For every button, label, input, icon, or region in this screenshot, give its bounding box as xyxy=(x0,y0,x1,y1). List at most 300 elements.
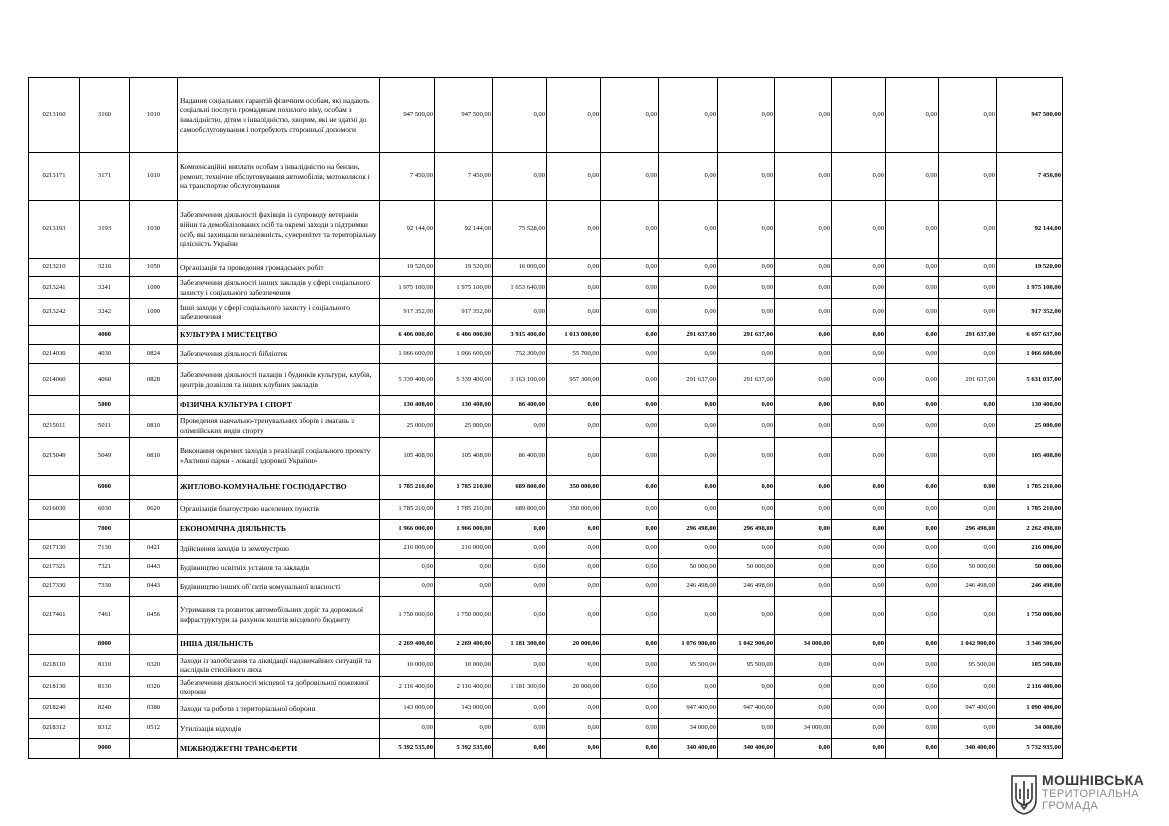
amount-cell: 1 066 600,00 xyxy=(435,345,493,364)
amount-cell: 7 450,00 xyxy=(380,153,435,201)
amount-cell: 0,00 xyxy=(886,719,939,739)
amount-cell: 291 637,00 xyxy=(939,326,997,345)
program-name-cell: Утримання та розвиток автомобільних доріг та дорожньої інфраструктури за рахунок коштів місцевого бюджету xyxy=(178,596,380,634)
table-row xyxy=(29,153,1063,201)
amount-cell: 0,00 xyxy=(775,475,832,499)
amount-cell: 0,00 xyxy=(939,201,997,259)
program-name-cell: Забезпечення діяльності місцевої та добровільної пожежної охорони xyxy=(178,676,380,698)
fkvk-code-cell: 0456 xyxy=(130,596,178,634)
fkvk-code-cell: 0421 xyxy=(130,539,178,558)
function-code-cell: 3160 xyxy=(80,78,130,153)
amount-cell: 291 637,00 xyxy=(718,364,775,396)
fkvk-code-cell: 0824 xyxy=(130,345,178,364)
total-amount-cell: 92 144,00 xyxy=(997,201,1063,259)
amount-cell: 50 000,00 xyxy=(939,558,997,577)
amount-cell: 1 042 900,00 xyxy=(939,634,997,654)
amount-cell: 0,00 xyxy=(832,259,886,277)
fkvk-code-cell: 0810 xyxy=(130,415,178,437)
program-name-cell: Забезпечення діяльності палаців i будинків культури, клубів, центрів дозвілля та iнших клубних закладів xyxy=(178,364,380,396)
amount-cell: 296 498,00 xyxy=(659,519,718,539)
amount-cell: 1 181 300,00 xyxy=(493,676,547,698)
total-amount-cell: 917 352,00 xyxy=(997,299,1063,326)
fkvk-code-cell: 0443 xyxy=(130,558,178,577)
program-name-cell: Будівництво інших об`єктів комунальної власності xyxy=(178,577,380,596)
amount-cell: 0,00 xyxy=(659,475,718,499)
amount-cell: 0,00 xyxy=(601,259,659,277)
fkvk-code-cell: 1010 xyxy=(130,78,178,153)
amount-cell: 0,00 xyxy=(718,78,775,153)
amount-cell: 0,00 xyxy=(832,78,886,153)
fkvk-code-cell: 0810 xyxy=(130,437,178,475)
amount-cell: 0,00 xyxy=(886,699,939,719)
amount-cell: 0,00 xyxy=(832,415,886,437)
fkvk-code-cell: 0443 xyxy=(130,577,178,596)
table-row xyxy=(29,654,1063,676)
fkvk-code-cell: 1090 xyxy=(130,299,178,326)
amount-cell: 95 500,00 xyxy=(659,654,718,676)
amount-cell: 917 352,00 xyxy=(380,299,435,326)
fkvk-code-cell: 0380 xyxy=(130,699,178,719)
amount-cell: 291 637,00 xyxy=(659,326,718,345)
function-code-cell: 5000 xyxy=(80,396,130,415)
amount-cell: 0,00 xyxy=(493,415,547,437)
amount-cell: 216 000,00 xyxy=(380,539,435,558)
program-code-cell xyxy=(29,634,80,654)
program-name-cell: Здійснення заходів із землеустрою xyxy=(178,539,380,558)
amount-cell: 1 785 210,00 xyxy=(435,499,493,519)
amount-cell: 0,00 xyxy=(601,277,659,299)
function-code-cell: 3210 xyxy=(80,259,130,277)
amount-cell: 0,00 xyxy=(718,437,775,475)
amount-cell: 340 400,00 xyxy=(939,739,997,759)
amount-cell: 0,00 xyxy=(659,78,718,153)
amount-cell: 0,00 xyxy=(718,719,775,739)
program-name-cell: Організація благоустрою населених пунктів xyxy=(178,499,380,519)
table-row xyxy=(29,577,1063,596)
amount-cell: 1 066 600,00 xyxy=(380,345,435,364)
amount-cell: 0,00 xyxy=(832,299,886,326)
amount-cell: 947 400,00 xyxy=(718,699,775,719)
table-row xyxy=(29,699,1063,719)
amount-cell: 0,00 xyxy=(832,654,886,676)
amount-cell: 2 116 400,00 xyxy=(435,676,493,698)
total-amount-cell: 25 000,00 xyxy=(997,415,1063,437)
amount-cell: 0,00 xyxy=(659,153,718,201)
amount-cell: 86 400,00 xyxy=(493,396,547,415)
amount-cell: 0,00 xyxy=(832,201,886,259)
amount-cell: 2 269 400,00 xyxy=(380,634,435,654)
amount-cell: 0,00 xyxy=(493,519,547,539)
amount-cell: 0,00 xyxy=(832,519,886,539)
amount-cell: 0,00 xyxy=(380,719,435,739)
total-amount-cell: 7 450,00 xyxy=(997,153,1063,201)
amount-cell: 0,00 xyxy=(775,396,832,415)
amount-cell: 0,00 xyxy=(832,676,886,698)
amount-cell: 50 000,00 xyxy=(659,558,718,577)
amount-cell: 0,00 xyxy=(775,364,832,396)
total-amount-cell: 246 498,00 xyxy=(997,577,1063,596)
program-code-cell xyxy=(29,396,80,415)
amount-cell: 0,00 xyxy=(659,201,718,259)
amount-cell: 0,00 xyxy=(659,277,718,299)
amount-cell: 0,00 xyxy=(380,577,435,596)
fkvk-code-cell xyxy=(130,519,178,539)
fkvk-code-cell: 0320 xyxy=(130,676,178,698)
function-code-cell: 4000 xyxy=(80,326,130,345)
amount-cell: 0,00 xyxy=(659,539,718,558)
function-code-cell: 5049 xyxy=(80,437,130,475)
total-amount-cell: 216 000,00 xyxy=(997,539,1063,558)
amount-cell: 0,00 xyxy=(718,396,775,415)
amount-cell: 0,00 xyxy=(718,153,775,201)
amount-cell: 0,00 xyxy=(886,364,939,396)
table-row xyxy=(29,558,1063,577)
amount-cell: 1 975 100,00 xyxy=(435,277,493,299)
amount-cell: 0,00 xyxy=(659,415,718,437)
amount-cell: 0,00 xyxy=(601,415,659,437)
total-amount-cell: 1 090 400,00 xyxy=(997,699,1063,719)
program-code-cell: 0217330 xyxy=(29,577,80,596)
amount-cell: 50 000,00 xyxy=(718,558,775,577)
amount-cell: 0,00 xyxy=(775,539,832,558)
amount-cell: 0,00 xyxy=(775,739,832,759)
total-amount-cell: 1 975 100,00 xyxy=(997,277,1063,299)
amount-cell: 1 750 000,00 xyxy=(435,596,493,634)
amount-cell: 0,00 xyxy=(832,596,886,634)
amount-cell: 0,00 xyxy=(601,634,659,654)
amount-cell: 25 000,00 xyxy=(380,415,435,437)
amount-cell: 0,00 xyxy=(718,299,775,326)
amount-cell: 34 000,00 xyxy=(775,719,832,739)
amount-cell: 1 966 000,00 xyxy=(435,519,493,539)
table-group-row xyxy=(29,519,1063,539)
table-row xyxy=(29,415,1063,437)
total-amount-cell: 2 262 498,00 xyxy=(997,519,1063,539)
program-name-cell: Заходи та роботи з територіальної оборони xyxy=(178,699,380,719)
program-code-cell: 0214060 xyxy=(29,364,80,396)
amount-cell: 0,00 xyxy=(775,654,832,676)
table-row xyxy=(29,364,1063,396)
program-name-cell: Організація та проведення громадських робіт xyxy=(178,259,380,277)
amount-cell: 0,00 xyxy=(601,499,659,519)
amount-cell: 0,00 xyxy=(435,719,493,739)
amount-cell: 0,00 xyxy=(547,654,601,676)
amount-cell: 0,00 xyxy=(659,345,718,364)
amount-cell: 0,00 xyxy=(775,596,832,634)
amount-cell: 20 000,00 xyxy=(547,634,601,654)
amount-cell: 0,00 xyxy=(493,577,547,596)
amount-cell: 291 637,00 xyxy=(939,364,997,396)
amount-cell: 130 408,00 xyxy=(435,396,493,415)
amount-cell: 143 000,00 xyxy=(435,699,493,719)
amount-cell: 0,00 xyxy=(547,596,601,634)
community-logo xyxy=(1010,773,1150,819)
total-amount-cell: 50 000,00 xyxy=(997,558,1063,577)
amount-cell: 0,00 xyxy=(775,345,832,364)
amount-cell: 1 966 000,00 xyxy=(380,519,435,539)
amount-cell: 0,00 xyxy=(601,577,659,596)
amount-cell: 0,00 xyxy=(886,739,939,759)
function-code-cell: 3171 xyxy=(80,153,130,201)
program-name-cell: ІНША ДІЯЛЬНІСТЬ xyxy=(178,634,380,654)
function-code-cell: 8312 xyxy=(80,719,130,739)
program-name-cell: Надання соціальних гарантій фізичним особам, які надають соціальні послуги громадянам похилого віку, особам з інвалідністю, дітям з інвалідністю, хворим, які не здатні до самообслуговування і потребують сторонньої допомоги xyxy=(178,78,380,153)
budget-table-page xyxy=(28,77,1062,759)
program-code-cell xyxy=(29,519,80,539)
function-code-cell: 3242 xyxy=(80,299,130,326)
amount-cell: 0,00 xyxy=(939,299,997,326)
amount-cell: 2 269 400,00 xyxy=(435,634,493,654)
table-row xyxy=(29,201,1063,259)
amount-cell: 130 408,00 xyxy=(380,396,435,415)
program-code-cell: 0215049 xyxy=(29,437,80,475)
program-name-cell: Проведення навчально-тренувальних зборів і змагань з олімпійських видів спорту xyxy=(178,415,380,437)
total-amount-cell: 5 732 935,00 xyxy=(997,739,1063,759)
program-name-cell: КУЛЬТУРА І МИСТЕЦТВО xyxy=(178,326,380,345)
amount-cell: 947 500,00 xyxy=(380,78,435,153)
amount-cell: 1 785 210,00 xyxy=(435,475,493,499)
amount-cell: 957 300,00 xyxy=(547,364,601,396)
total-amount-cell: 6 697 637,00 xyxy=(997,326,1063,345)
function-code-cell: 7330 xyxy=(80,577,130,596)
amount-cell: 0,00 xyxy=(939,719,997,739)
program-code-cell xyxy=(29,326,80,345)
program-name-cell: Забезпечення діяльності інших закладів у сфері соціального захисту і соціального забезпечення xyxy=(178,277,380,299)
amount-cell: 0,00 xyxy=(832,364,886,396)
amount-cell: 0,00 xyxy=(718,201,775,259)
program-code-cell: 0218240 xyxy=(29,699,80,719)
function-code-cell: 5011 xyxy=(80,415,130,437)
amount-cell: 0,00 xyxy=(886,259,939,277)
amount-cell: 0,00 xyxy=(435,577,493,596)
table-row xyxy=(29,676,1063,698)
table-row xyxy=(29,719,1063,739)
amount-cell: 0,00 xyxy=(775,499,832,519)
table-row xyxy=(29,259,1063,277)
amount-cell: 0,00 xyxy=(718,415,775,437)
amount-cell: 95 500,00 xyxy=(718,654,775,676)
table-row xyxy=(29,277,1063,299)
amount-cell: 0,00 xyxy=(775,699,832,719)
amount-cell: 350 000,00 xyxy=(547,499,601,519)
amount-cell: 291 637,00 xyxy=(659,364,718,396)
amount-cell: 0,00 xyxy=(886,299,939,326)
table-row xyxy=(29,596,1063,634)
amount-cell: 0,00 xyxy=(886,396,939,415)
trident-coat-of-arms-icon xyxy=(1010,775,1038,815)
fkvk-code-cell: 1010 xyxy=(130,153,178,201)
amount-cell: 216 000,00 xyxy=(435,539,493,558)
amount-cell: 296 498,00 xyxy=(718,519,775,539)
program-name-cell: Забезпечення діяльності фахівців із супроводу ветеранів війни та демобілізованих осіб та окремі заходи з підтримки осіб, які захищали незалежність, суверенітет та територіальну цілісність України xyxy=(178,201,380,259)
amount-cell: 340 400,00 xyxy=(718,739,775,759)
program-code-cell: 0213210 xyxy=(29,259,80,277)
amount-cell: 0,00 xyxy=(380,558,435,577)
amount-cell: 689 800,00 xyxy=(493,475,547,499)
program-name-cell: ФІЗИЧНА КУЛЬТУРА І СПОРТ xyxy=(178,396,380,415)
total-amount-cell: 1 785 210,00 xyxy=(997,475,1063,499)
amount-cell: 1 653 640,00 xyxy=(493,277,547,299)
amount-cell: 105 408,00 xyxy=(380,437,435,475)
amount-cell: 0,00 xyxy=(939,437,997,475)
amount-cell: 1 975 100,00 xyxy=(380,277,435,299)
amount-cell: 0,00 xyxy=(939,277,997,299)
function-code-cell: 7000 xyxy=(80,519,130,539)
function-code-cell: 4030 xyxy=(80,345,130,364)
amount-cell: 0,00 xyxy=(435,558,493,577)
amount-cell: 0,00 xyxy=(493,78,547,153)
function-code-cell: 8000 xyxy=(80,634,130,654)
program-code-cell: 0218312 xyxy=(29,719,80,739)
amount-cell: 917 352,00 xyxy=(435,299,493,326)
table-group-row xyxy=(29,739,1063,759)
amount-cell: 1 181 300,00 xyxy=(493,634,547,654)
amount-cell: 0,00 xyxy=(547,396,601,415)
amount-cell: 0,00 xyxy=(601,326,659,345)
program-name-cell: Заходи із запобігання та ліквідації надзвичайних ситуацій та наслідків стихійного лиха xyxy=(178,654,380,676)
amount-cell: 0,00 xyxy=(493,299,547,326)
amount-cell: 1 076 900,00 xyxy=(659,634,718,654)
total-amount-cell: 1 750 000,00 xyxy=(997,596,1063,634)
amount-cell: 0,00 xyxy=(886,153,939,201)
amount-cell: 0,00 xyxy=(718,596,775,634)
amount-cell: 0,00 xyxy=(886,596,939,634)
amount-cell: 246 498,00 xyxy=(659,577,718,596)
amount-cell: 34 000,00 xyxy=(775,634,832,654)
amount-cell: 0,00 xyxy=(547,719,601,739)
amount-cell: 291 637,00 xyxy=(718,326,775,345)
amount-cell: 947 500,00 xyxy=(435,78,493,153)
amount-cell: 0,00 xyxy=(939,475,997,499)
amount-cell: 0,00 xyxy=(547,558,601,577)
amount-cell: 0,00 xyxy=(832,719,886,739)
amount-cell: 0,00 xyxy=(547,299,601,326)
function-code-cell: 7130 xyxy=(80,539,130,558)
amount-cell: 92 144,00 xyxy=(380,201,435,259)
table-group-row xyxy=(29,326,1063,345)
program-code-cell: 0213193 xyxy=(29,201,80,259)
program-code-cell: 0213160 xyxy=(29,78,80,153)
amount-cell: 19 520,00 xyxy=(380,259,435,277)
total-amount-cell: 130 408,00 xyxy=(997,396,1063,415)
fkvk-code-cell: 0828 xyxy=(130,364,178,396)
program-code-cell: 0217461 xyxy=(29,596,80,634)
fkvk-code-cell xyxy=(130,326,178,345)
total-amount-cell: 19 520,00 xyxy=(997,259,1063,277)
amount-cell: 6 406 000,00 xyxy=(435,326,493,345)
amount-cell: 0,00 xyxy=(775,437,832,475)
program-code-cell xyxy=(29,475,80,499)
amount-cell: 0,00 xyxy=(601,364,659,396)
amount-cell: 0,00 xyxy=(659,499,718,519)
amount-cell: 0,00 xyxy=(832,634,886,654)
amount-cell: 1 785 210,00 xyxy=(380,499,435,519)
amount-cell: 0,00 xyxy=(601,739,659,759)
fkvk-code-cell xyxy=(130,396,178,415)
amount-cell: 0,00 xyxy=(547,739,601,759)
amount-cell: 0,00 xyxy=(547,259,601,277)
fkvk-code-cell xyxy=(130,739,178,759)
amount-cell: 0,00 xyxy=(775,577,832,596)
amount-cell: 0,00 xyxy=(939,596,997,634)
amount-cell: 0,00 xyxy=(601,654,659,676)
program-code-cell: 0213242 xyxy=(29,299,80,326)
amount-cell: 1 785 210,00 xyxy=(380,475,435,499)
amount-cell: 0,00 xyxy=(547,201,601,259)
amount-cell: 95 500,00 xyxy=(939,654,997,676)
amount-cell: 5 339 400,00 xyxy=(380,364,435,396)
amount-cell: 20 000,00 xyxy=(547,676,601,698)
total-amount-cell: 1 066 600,00 xyxy=(997,345,1063,364)
logo-title: МОШНІВСЬКА xyxy=(1042,772,1145,788)
amount-cell: 0,00 xyxy=(547,277,601,299)
amount-cell: 0,00 xyxy=(493,153,547,201)
amount-cell: 0,00 xyxy=(939,415,997,437)
amount-cell: 752 300,00 xyxy=(493,345,547,364)
amount-cell: 0,00 xyxy=(718,676,775,698)
amount-cell: 0,00 xyxy=(832,539,886,558)
program-code-cell: 0218110 xyxy=(29,654,80,676)
amount-cell: 0,00 xyxy=(886,654,939,676)
amount-cell: 25 000,00 xyxy=(435,415,493,437)
amount-cell: 0,00 xyxy=(939,396,997,415)
amount-cell: 947 400,00 xyxy=(939,699,997,719)
logo-subtitle-1: ТЕРИТОРІАЛЬНА xyxy=(1042,788,1139,800)
amount-cell: 0,00 xyxy=(832,475,886,499)
program-name-cell: Будівництво освітніх установ та закладів xyxy=(178,558,380,577)
amount-cell: 0,00 xyxy=(939,499,997,519)
amount-cell: 0,00 xyxy=(493,558,547,577)
amount-cell: 0,00 xyxy=(493,654,547,676)
amount-cell: 0,00 xyxy=(493,739,547,759)
amount-cell: 0,00 xyxy=(886,558,939,577)
program-name-cell: ЖИТЛОВО-КОМУНАЛЬНЕ ГОСПОДАРСТВО xyxy=(178,475,380,499)
amount-cell: 0,00 xyxy=(659,299,718,326)
amount-cell: 0,00 xyxy=(832,153,886,201)
function-code-cell: 3241 xyxy=(80,277,130,299)
amount-cell: 0,00 xyxy=(775,201,832,259)
table-row xyxy=(29,78,1063,153)
amount-cell: 689 800,00 xyxy=(493,499,547,519)
budget-table xyxy=(28,77,1063,759)
program-code-cell: 0215011 xyxy=(29,415,80,437)
fkvk-code-cell: 0320 xyxy=(130,654,178,676)
amount-cell: 0,00 xyxy=(659,437,718,475)
amount-cell: 75 528,00 xyxy=(493,201,547,259)
amount-cell: 947 400,00 xyxy=(659,699,718,719)
total-amount-cell: 947 500,00 xyxy=(997,78,1063,153)
function-code-cell: 3193 xyxy=(80,201,130,259)
function-code-cell: 4060 xyxy=(80,364,130,396)
amount-cell: 0,00 xyxy=(832,739,886,759)
amount-cell: 0,00 xyxy=(939,78,997,153)
amount-cell: 0,00 xyxy=(601,201,659,259)
amount-cell: 0,00 xyxy=(886,277,939,299)
program-name-cell: Забезпечення діяльності бібліотек xyxy=(178,345,380,364)
amount-cell: 143 000,00 xyxy=(380,699,435,719)
amount-cell: 0,00 xyxy=(659,676,718,698)
amount-cell: 92 144,00 xyxy=(435,201,493,259)
amount-cell: 0,00 xyxy=(886,634,939,654)
amount-cell: 0,00 xyxy=(601,345,659,364)
amount-cell: 0,00 xyxy=(601,596,659,634)
amount-cell: 0,00 xyxy=(493,539,547,558)
program-code-cell: 0213241 xyxy=(29,277,80,299)
budget-table-body xyxy=(29,78,1063,759)
program-name-cell: Утилізація відходів xyxy=(178,719,380,739)
function-code-cell: 7461 xyxy=(80,596,130,634)
program-code-cell: 0218130 xyxy=(29,676,80,698)
